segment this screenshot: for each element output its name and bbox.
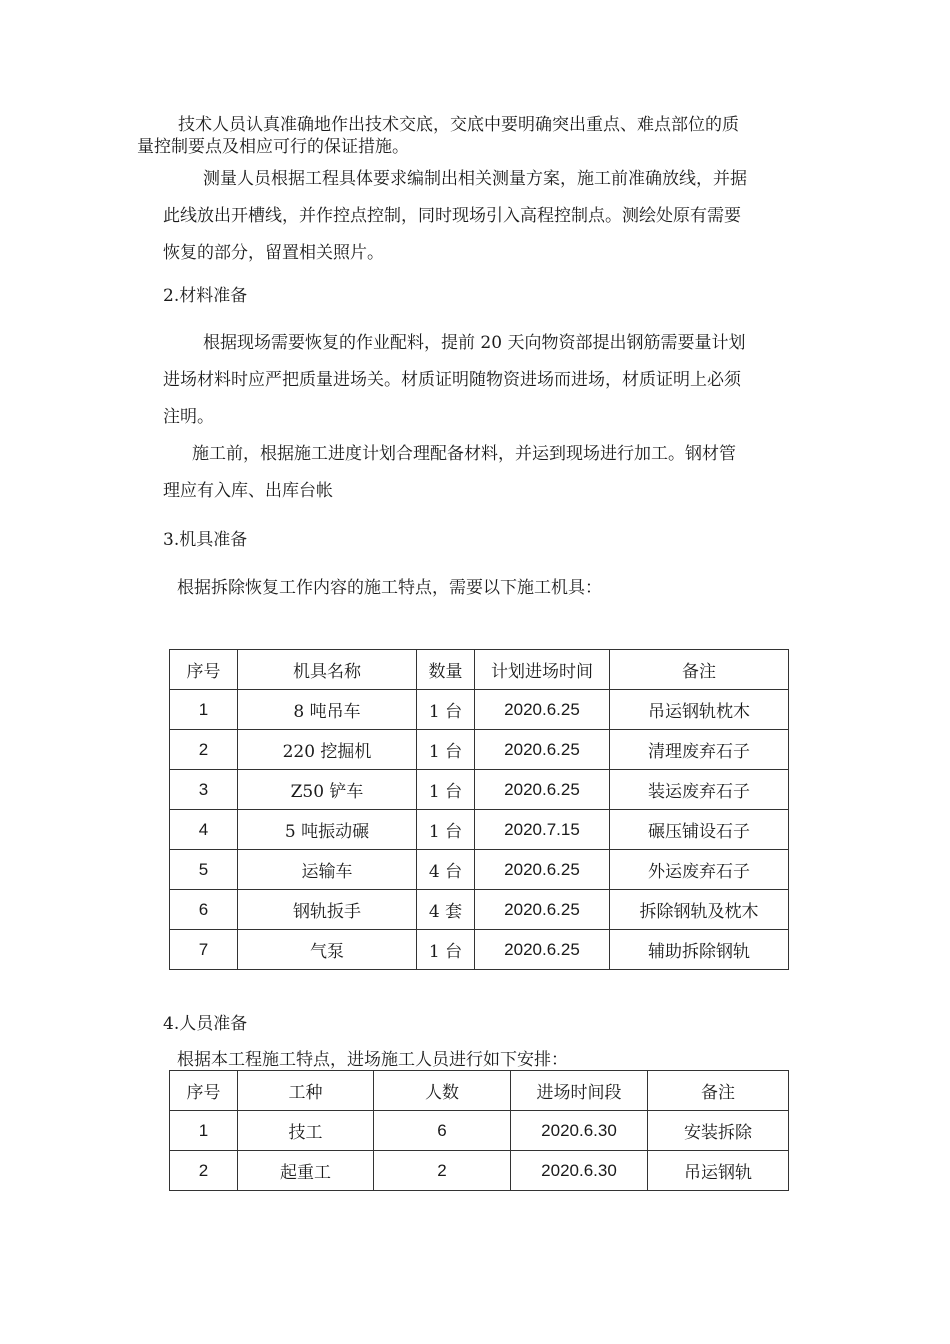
header-cell: 序号 [170,1071,238,1111]
table-cell: 2020.6.25 [475,850,610,890]
table-body [170,690,789,970]
header-cell: 计划进场时间 [475,650,610,690]
paragraph-line: 恢复的部分，留置相关照片。 [163,243,384,263]
table-cell: 碾压铺设石子 [610,810,789,850]
table-cell: 2 [374,1151,511,1191]
header-cell: 工种 [238,1071,374,1111]
section-heading: 2.材料准备 [163,286,248,306]
table-cell: 7 [170,930,238,970]
people-table [169,1070,789,1191]
paragraph-line: 量控制要点及相应可行的保证措施。 [137,137,409,157]
table-row [170,890,789,930]
table-cell: 2020.6.25 [475,690,610,730]
table-cell: 吊运钢轨枕木 [610,690,789,730]
header-cell: 人数 [374,1071,511,1111]
header-cell: 数量 [417,650,475,690]
paragraph-line: 施工前，根据施工进度计划合理配备材料，并运到现场进行加工。钢材管 [192,444,736,464]
tools-table [169,649,789,970]
paragraph-line: 进场材料时应严把质量进场关。材质证明随物资进场而进场，材质证明上必须 [163,370,741,390]
table-cell: 气泵 [238,930,417,970]
table-cell: 2020.6.25 [475,930,610,970]
table-header [170,650,789,690]
section-heading: 3.机具准备 [163,530,248,550]
table-cell: 技工 [238,1111,374,1151]
header-cell: 机具名称 [238,650,417,690]
table-cell: 钢轨扳手 [238,890,417,930]
table-cell: 1 [170,1111,238,1151]
table-cell: 2020.6.30 [511,1111,648,1151]
table-row [170,810,789,850]
table-cell: 3 [170,770,238,810]
table-body [170,1111,789,1191]
table-cell: 4 台 [417,850,475,890]
table-cell: 2020.6.25 [475,770,610,810]
paragraph-line: 此线放出开槽线，并作控点控制，同时现场引入高程控制点。测绘处原有需要 [163,206,741,226]
table-cell: 5 吨振动碾 [238,810,417,850]
table-cell: 4 [170,810,238,850]
table-cell: Z50 铲车 [238,770,417,810]
table-row [170,1111,789,1151]
header-cell: 备注 [610,650,789,690]
table-cell: 2 [170,1151,238,1191]
paragraph-line: 注明。 [163,407,214,427]
table-cell: 2020.6.25 [475,730,610,770]
table-row [170,930,789,970]
table-cell: 2 [170,730,238,770]
paragraph-line: 技术人员认真准确地作出技术交底，交底中要明确突出重点、难点部位的质 [178,115,739,135]
paragraph-line: 理应有入库、出库台帐 [163,481,333,501]
header-cell: 序号 [170,650,238,690]
table-cell: 2020.6.25 [475,890,610,930]
table-cell: 1 台 [417,690,475,730]
table-cell: 5 [170,850,238,890]
table-cell: 拆除钢轨及枕木 [610,890,789,930]
table-cell: 1 台 [417,770,475,810]
table-cell: 6 [170,890,238,930]
table-cell: 外运废弃石子 [610,850,789,890]
table-row [170,770,789,810]
table-header [170,1071,789,1111]
paragraph-line: 根据现场需要恢复的作业配料，提前 20 天向物资部提出钢筋需要量计划 [203,333,746,353]
table-row [170,730,789,770]
table-cell: 2020.6.30 [511,1151,648,1191]
table-cell: 吊运钢轨 [648,1151,789,1191]
table-row [170,850,789,890]
header-cell: 备注 [648,1071,789,1111]
table-cell: 起重工 [238,1151,374,1191]
paragraph-line: 测量人员根据工程具体要求编制出相关测量方案，施工前准确放线，并据 [203,169,747,189]
table-cell: 1 台 [417,930,475,970]
section-heading: 4.人员准备 [163,1014,248,1034]
table-cell: 2020.7.15 [475,810,610,850]
table-cell: 4 套 [417,890,475,930]
table-cell: 安装拆除 [648,1111,789,1151]
table-cell: 清理废弃石子 [610,730,789,770]
table-cell: 220 挖掘机 [238,730,417,770]
table-row [170,1151,789,1191]
table-cell: 1 [170,690,238,730]
table-cell: 辅助拆除钢轨 [610,930,789,970]
paragraph-line: 根据拆除恢复工作内容的施工特点，需要以下施工机具： [177,578,602,598]
table-cell: 装运废弃石子 [610,770,789,810]
table-cell: 8 吨吊车 [238,690,417,730]
table-cell: 6 [374,1111,511,1151]
table-cell: 1 台 [417,810,475,850]
table-cell: 运输车 [238,850,417,890]
table-row [170,690,789,730]
paragraph-line: 根据本工程施工特点，进场施工人员进行如下安排： [177,1050,568,1070]
table-cell: 1 台 [417,730,475,770]
header-cell: 进场时间段 [511,1071,648,1111]
